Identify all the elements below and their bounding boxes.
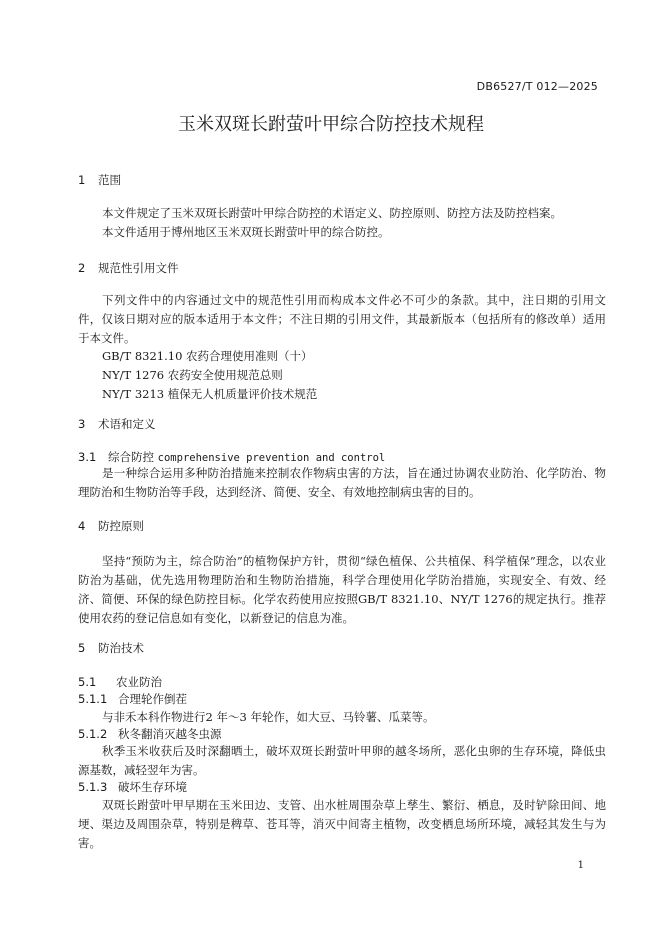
- section-4-heading: [78, 518, 144, 534]
- item-number: 5.1.1: [78, 692, 108, 706]
- section-title: 范围: [98, 173, 121, 187]
- item-number: 5.1.3: [78, 780, 108, 794]
- item-5-1-1-heading: [78, 691, 187, 707]
- item-5-1-1-text: 与非禾本科作物进行2 年～3 年轮作，如大豆、马铃薯、瓜菜等。: [102, 710, 435, 724]
- term-number: 3.1: [78, 450, 97, 464]
- item-5-1-2-text: 秋季玉米收获后及时深翻晒土，破坏双斑长跗萤叶甲卵的越冬场所，恶化虫卵的生存环境，降低虫源基数，减轻翌年为害。: [78, 744, 606, 777]
- term-heading: [78, 449, 385, 465]
- section-number: 1: [78, 173, 86, 187]
- page-number: 1: [577, 860, 584, 871]
- subsection-5-1-heading: [78, 674, 162, 690]
- item-5-1-3-text: 双斑长跗萤叶甲早期在玉米田边、支管、出水桩周围杂草上孳生、繁衍、栖息，及时铲除田间、地埂、渠边及周围杂草，特别是稗草、苍耳等，消灭中间寄主植物，改变栖息场所环境，减轻其发生与为害。: [78, 798, 606, 850]
- section-title: 防控原则: [98, 519, 144, 533]
- reference-item: NY/T 1276 农药安全使用规范总则: [102, 368, 283, 382]
- document-title: 玉米双斑长跗萤叶甲综合防控技术规程: [178, 114, 484, 135]
- section-number: 2: [78, 261, 86, 275]
- references-paragraph: 下列文件中的内容通过文中的规范性引用而构成本文件必不可少的条款。其中，注日期的引用文件，仅该日期对应的版本适用于本文件；不注日期的引用文件，其最新版本（包括所有的修改单）适用于本文件。: [78, 293, 606, 345]
- scope-paragraph-1: 本文件规定了玉米双斑长跗萤叶甲综合防控的术语定义、防控原则、防控方法及防控档案。: [102, 206, 562, 220]
- item-title: 合理轮作倒茬: [118, 692, 187, 706]
- section-1-heading: [78, 172, 121, 188]
- item-title: 破坏生存环境: [118, 780, 187, 794]
- section-3-heading: [78, 416, 156, 432]
- section-number: 3: [78, 417, 86, 431]
- term-chinese: 综合防控: [108, 450, 154, 464]
- section-title: 防治技术: [98, 641, 144, 655]
- scope-paragraph-2: 本文件适用于博州地区玉米双斑长跗萤叶甲的综合防控。: [102, 225, 390, 239]
- subsection-number: 5.1: [78, 675, 97, 689]
- document-number: DB6527/T 012—2025: [476, 80, 598, 93]
- term-definition: 是一种综合运用多种防治措施来控制农作物病虫害的方法，旨在通过协调农业防治、化学防治、物理防治和生物防治等手段，达到经济、简便、安全、有效地控制病虫害的目的。: [78, 466, 606, 499]
- section-number: 4: [78, 519, 86, 533]
- item-number: 5.1.2: [78, 727, 108, 741]
- term-english: comprehensive prevention and control: [157, 452, 386, 464]
- section-title: 术语和定义: [98, 417, 156, 431]
- subsection-title: 农业防治: [116, 675, 162, 689]
- section-title: 规范性引用文件: [98, 261, 179, 275]
- item-5-1-2-heading: [78, 726, 222, 742]
- reference-item: GB/T 8321.10 农药合理使用准则（十）: [102, 349, 313, 363]
- principles-paragraph: 坚持“预防为主，综合防治”的植物保护方针，贯彻“绿色植保、公共植保、科学植保”理念，以农业防治为基础，优先选用物理防治和生物防治措施，科学合理使用化学防治措施，实现安全、有效、经济、简便、环保的绿色防控目标。化学农药使用应按照GB/T 8321.10、NY/T 1276的规定执行。推荐使用农药的登记信息如有变化，以新登记的信息为准。: [78, 554, 606, 625]
- section-2-heading: [78, 260, 179, 276]
- item-title: 秋冬翻消灭越冬虫源: [118, 727, 222, 741]
- item-5-1-3-heading: [78, 779, 187, 795]
- section-5-heading: [78, 640, 144, 656]
- section-number: 5: [78, 641, 86, 655]
- reference-item: NY/T 3213 植保无人机质量评价技术规范: [102, 387, 318, 401]
